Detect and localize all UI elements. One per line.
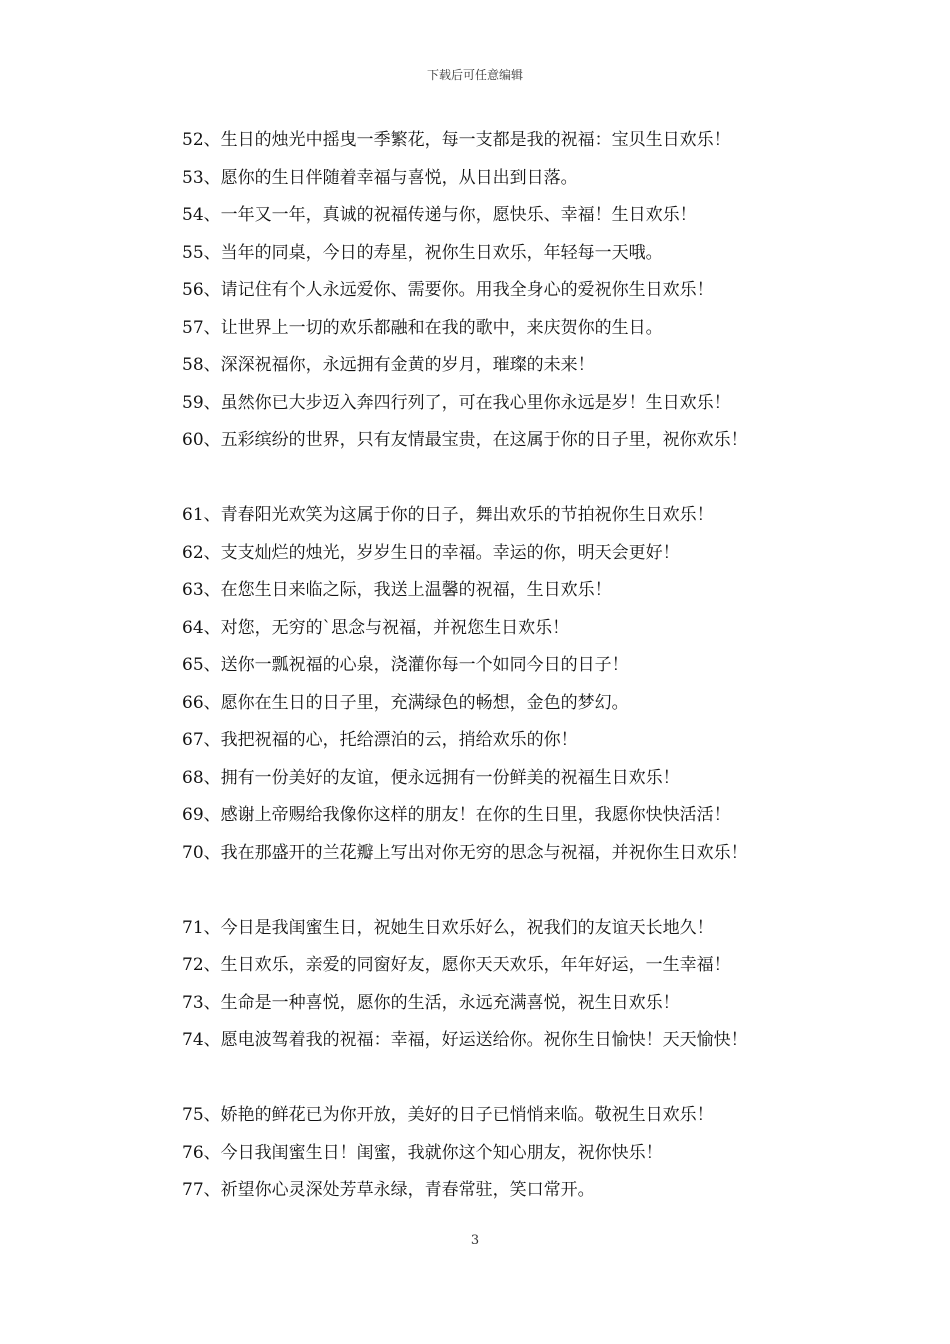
text-line: 56、请记住有个人永远爱你、需要你。用我全身心的爱祝你生日欢乐！ [182, 280, 714, 300]
text-line: 66、愿你在生日的日子里，充满绿色的畅想，金色的梦幻。 [182, 692, 629, 713]
text-line: 58、深深祝福你，永远拥有金黄的岁月，璀璨的未来！ [182, 355, 595, 375]
paragraph-group [182, 497, 882, 872]
text-line: 60、五彩缤纷的世界，只有友情最宝贵，在这属于你的日子里，祝你欢乐！ [182, 430, 748, 450]
text-line: 52、生日的烛光中摇曳一季繁花，每一支都是我的祝福：宝贝生日欢乐！ [182, 130, 731, 150]
text-line: 75、娇艳的鲜花已为你开放，美好的日子已悄悄来临。敬祝生日欢乐！ [182, 1105, 714, 1125]
text-line: 72、生日欢乐，亲爱的同窗好友，愿你天天欢乐，年年好运，一生幸福！ [182, 955, 731, 975]
blank-line [182, 460, 882, 498]
text-line: 53、愿你的生日伴随着幸福与喜悦，从日出到日落。 [182, 167, 578, 188]
text-line: 59、虽然你已大步迈入奔四行列了，可在我心里你永远是岁！生日欢乐！ [182, 392, 731, 413]
text-line: 67、我把祝福的心，托给漂泊的云，捎给欢乐的你！ [182, 730, 578, 750]
text-line: 68、拥有一份美好的友谊，便永远拥有一份鲜美的祝福生日欢乐！ [182, 767, 680, 788]
text-line: 69、感谢上帝赐给我像你这样的朋友！在你的生日里，我愿你快快活活！ [182, 805, 731, 825]
document-body [182, 122, 882, 1210]
blank-line [182, 872, 882, 910]
paragraph-group [182, 910, 882, 1060]
paragraph-group [182, 122, 882, 460]
text-line: 76、今日我闺蜜生日！闺蜜，我就你这个知心朋友，祝你快乐！ [182, 1142, 663, 1163]
text-line: 71、今日是我闺蜜生日，祝她生日欢乐好么，祝我们的友谊天长地久！ [182, 917, 714, 938]
page-number: 3 [470, 1233, 480, 1248]
paragraph-group [182, 1097, 882, 1210]
text-line: 55、当年的同桌，今日的寿星，祝你生日欢乐，年轻每一天哦。 [182, 242, 663, 263]
text-line: 64、对您，无穷的`思念与祝福，并祝您生日欢乐！ [182, 617, 570, 638]
text-line: 62、支支灿烂的烛光，岁岁生日的幸福。幸运的你，明天会更好！ [182, 542, 680, 563]
page-header: 下载后可任意编辑 [426, 68, 523, 82]
text-line: 63、在您生日来临之际，我送上温馨的祝福，生日欢乐！ [182, 580, 612, 600]
text-line: 65、送你一瓢祝福的心泉，浇灌你每一个如同今日的日子！ [182, 655, 629, 675]
text-line: 54、一年又一年，真诚的祝福传递与你，愿快乐、幸福！生日欢乐！ [182, 205, 697, 225]
text-line: 61、青春阳光欢笑为这属于你的日子，舞出欢乐的节拍祝你生日欢乐！ [182, 505, 714, 525]
text-line: 70、我在那盛开的兰花瓣上写出对你无穷的思念与祝福，并祝你生日欢乐！ [182, 842, 748, 863]
blank-line [182, 1060, 882, 1098]
text-line: 57、让世界上一切的欢乐都融和在我的歌中，来庆贺你的生日。 [182, 317, 663, 338]
text-line: 77、祈望你心灵深处芳草永绿，青春常驻，笑口常开。 [182, 1180, 595, 1200]
text-line: 73、生命是一种喜悦，愿你的生活，永远充满喜悦，祝生日欢乐！ [182, 992, 680, 1013]
text-line: 74、愿电波驾着我的祝福：幸福，好运送给你。祝你生日愉快！天天愉快！ [182, 1030, 748, 1050]
